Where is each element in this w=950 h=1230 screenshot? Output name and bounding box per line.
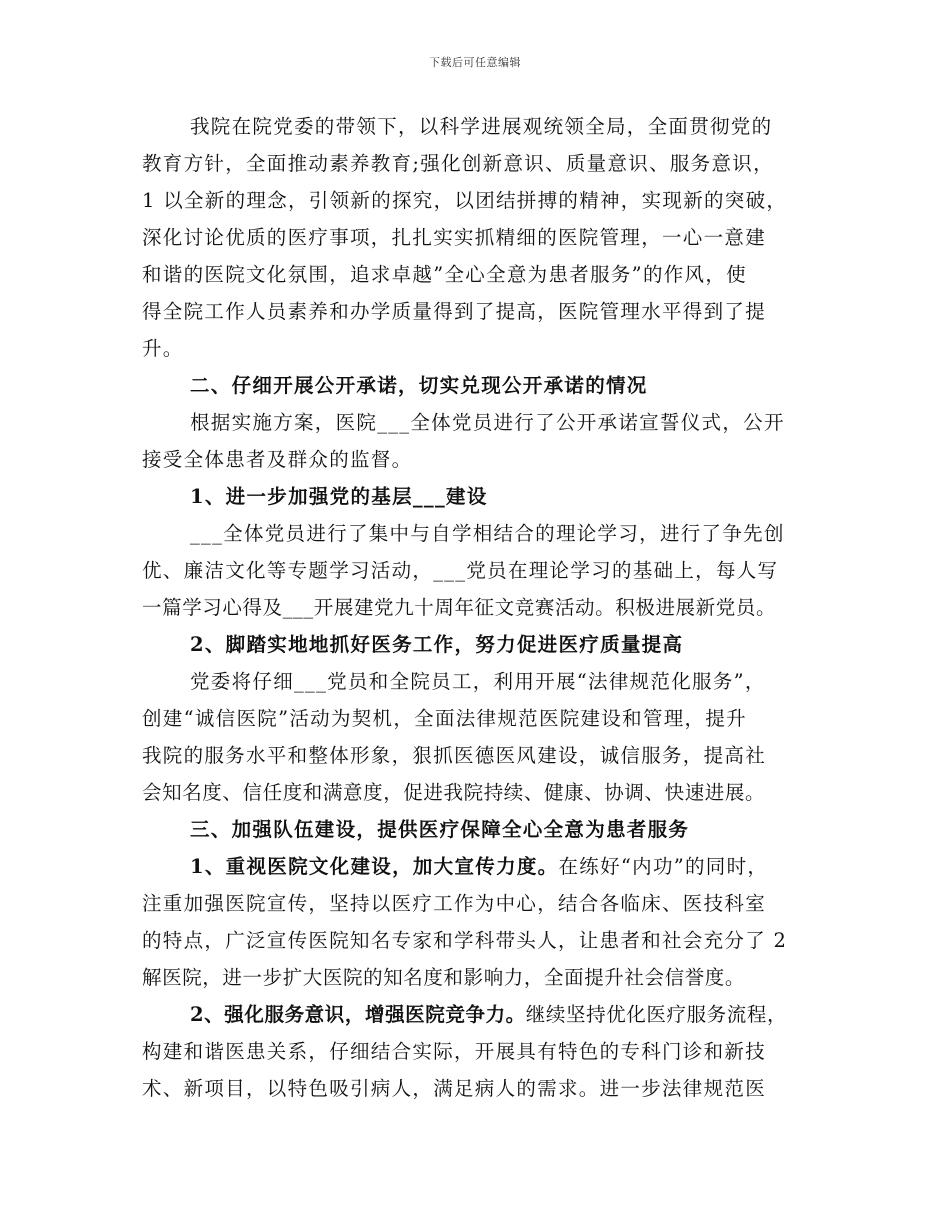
paragraph-line: 接受全体患者及群众的监督。 (142, 448, 413, 471)
paragraph-line: 1 以全新的理念，引领新的探究，以团结拼搏的精神，实现新的突破， (142, 189, 788, 212)
paragraph-line (142, 996, 810, 1033)
paragraph-line: ___全体党员进行了集中与自学相结合的理论学习，进行了争先创 (190, 522, 785, 545)
paragraph-line (142, 848, 810, 885)
paragraph-line: 术、新项目，以特色吸引病人，满足病人的需求。进一步法律规范医 (142, 1077, 767, 1100)
page-header: 下载后可任意编辑 (429, 56, 521, 69)
paragraph-line: 会知名度、信任度和满意度，促进我院持续、健康、协调、快速进展。 (142, 781, 766, 804)
section-heading: 二、仔细开展公开承诺，切实兑现公开承诺的情况 (190, 374, 648, 397)
paragraph-text: 在练好“内功”的同时， (558, 855, 769, 878)
paragraph-text: 继续坚持优化医疗服务流程， (525, 1003, 788, 1026)
paragraph-line: 的特点，广泛宣传医院知名专家和学科带头人，让患者和社会充分了 2 (142, 929, 788, 952)
paragraph-line: 教育方针，全面推动素养教育;强化创新意识、质量意识、服务意识， (142, 152, 774, 175)
paragraph-line: 升。 (142, 337, 184, 360)
paragraph-line: 得全院工作人员素养和办学质量得到了提高，医院管理水平得到了提 (142, 300, 767, 323)
paragraph-line: 党委将仔细___党员和全院员工，利用开展“法律规范化服务”， (190, 670, 766, 693)
paragraph-line: 我院的服务水平和整体形象，狠抓医德医风建设，诚信服务，提高社 (142, 744, 767, 767)
section-heading: 三、加强队伍建设，提供医疗保障全心全意为患者服务 (190, 818, 690, 841)
paragraph-line: 和谐的医院文化氛围，追求卓越”全心全意为患者服务”的作风，使 (142, 263, 747, 286)
paragraph-line: 解医院，进一步扩大医院的知名度和影响力，全面提升社会信誉度。 (142, 966, 746, 989)
inline-heading: 2、强化服务意识，增强医院竞争力。 (190, 1003, 526, 1026)
paragraph-line: 一篇学习心得及___开展建党九十周年征文竞赛活动。积极进展新党员。 (142, 596, 777, 619)
paragraph-line: 根据实施方案，医院___全体党员进行了公开承诺宣誓仪式，公开 (190, 411, 785, 434)
subsection-heading: 1、进一步加强党的基层___建设 (190, 485, 488, 508)
paragraph-line: 深化讨论优质的医疗事项，扎扎实实抓精细的医院管理，一心一意建 (142, 226, 767, 249)
paragraph-line: 我院在院党委的带领下，以科学进展观统领全局，全面贯彻党的 (190, 115, 773, 138)
paragraph-line: 创建“诚信医院”活动为契机，全面法律规范医院建设和管理，提升 (142, 707, 747, 730)
document-body (142, 108, 810, 1107)
subsection-heading: 2、脚踏实地地抓好医务工作，努力促进医疗质量提高 (190, 633, 684, 656)
paragraph-line: 构建和谐医患关系，仔细结合实际，开展具有特色的专科门诊和新技 (142, 1040, 767, 1063)
paragraph-line: 优、廉洁文化等专题学习活动，___党员在理论学习的基础上，每人写 (142, 559, 779, 582)
inline-heading: 1、重视医院文化建设，加大宣传力度。 (190, 855, 559, 878)
paragraph-line: 注重加强医院宣传，坚持以医疗工作为中心，结合各临床、医技科室 (142, 892, 767, 915)
